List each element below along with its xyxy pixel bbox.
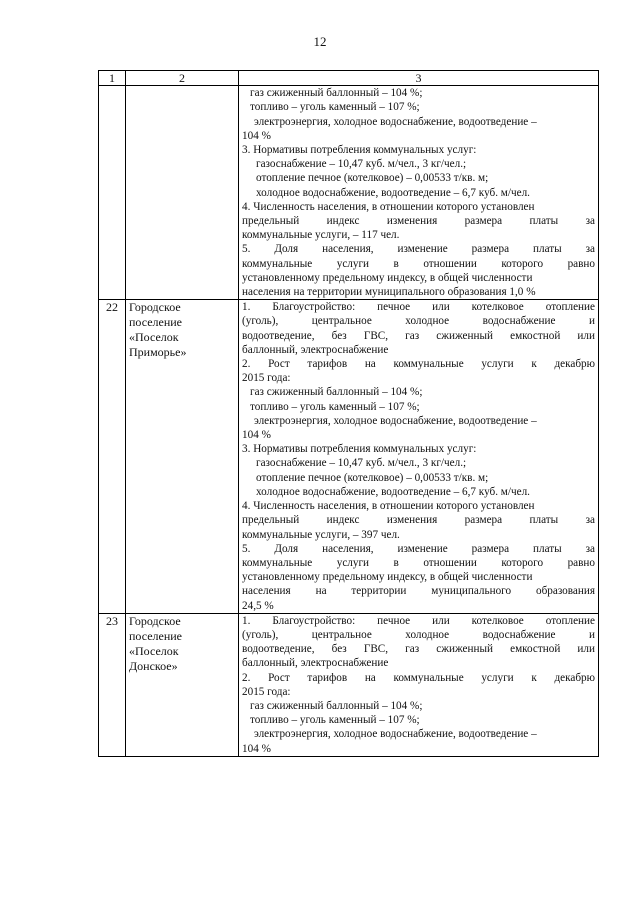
detail-line: населения на территории муниципального образования (242, 585, 595, 598)
detail-line: водоотведение, без ГВС, газ сжиженный емкостной или (242, 643, 595, 656)
detail-line: коммунальные услуги, – 117 чел. (242, 229, 400, 242)
detail-line: 1. Благоустройство: печное или котелковое отопление (242, 614, 595, 627)
detail-line: (уголь), центральное холодное водоснабжение и (242, 628, 595, 641)
settlement-name-line: Донское» (129, 658, 178, 673)
tariff-table (98, 70, 599, 757)
detail-line: электроэнергия, холодное водоснабжение, водоотведение – (254, 728, 537, 741)
settlement-name (126, 86, 239, 300)
settlement-name-line: «Поселок (129, 330, 179, 345)
detail-line: 3. Нормативы потребления коммунальных услуг: (242, 443, 477, 456)
detail-line: предельный индекс изменения размера платы за (242, 514, 595, 527)
detail-line: 1. Благоустройство: печное или котелковое отопление (242, 301, 595, 314)
detail-line: 2015 года: (242, 372, 291, 385)
row-details (239, 300, 599, 613)
settlement-name-line: «Поселок (129, 643, 179, 658)
detail-line: коммунальные услуги в отношении которого равно (242, 257, 595, 270)
detail-line: баллонный, электроснабжение (242, 657, 389, 670)
detail-line: установленному предельному индексу, в общей численности (242, 571, 533, 584)
detail-line: коммунальные услуги в отношении которого равно (242, 556, 595, 569)
detail-line: топливо – уголь каменный – 107 %; (250, 400, 420, 413)
detail-line: водоотведение, без ГВС, газ сжиженный емкостной или (242, 329, 595, 342)
row-details (239, 613, 599, 756)
detail-line: 4. Численность населения, в отношении которого установлен (242, 200, 535, 213)
detail-line: топливо – уголь каменный – 107 %; (250, 101, 420, 114)
detail-line: 24,5 % (242, 599, 274, 612)
detail-line: 104 % (242, 429, 271, 442)
detail-line: баллонный, электроснабжение (242, 343, 389, 356)
column-header-number: 1 (99, 71, 126, 86)
detail-line: 2015 года: (242, 685, 291, 698)
detail-line: топливо – уголь каменный – 107 %; (250, 714, 420, 727)
detail-line: электроэнергия, холодное водоснабжение, водоотведение – (254, 115, 537, 128)
detail-line: 3. Нормативы потребления коммунальных услуг: (242, 144, 477, 157)
row-number: 22 (99, 300, 126, 613)
settlement-name-line: Городское (129, 300, 181, 315)
table-row (99, 300, 599, 613)
detail-line: населения на территории муниципального образования 1,0 % (242, 286, 536, 299)
detail-line: газоснабжение – 10,47 куб. м/чел., 3 кг/чел.; (256, 158, 467, 171)
detail-line: 5. Доля населения, изменение размера платы за (242, 542, 595, 555)
detail-line: отопление печное (котелковое) – 0,00533 т/кв. м; (256, 172, 489, 185)
settlement-name-line: поселение (129, 315, 183, 330)
detail-line: коммунальные услуги, – 397 чел. (242, 528, 400, 541)
detail-line: холодное водоснабжение, водоотведение – 6,7 куб. м/чел. (256, 186, 530, 199)
detail-line: 2. Рост тарифов на коммунальные услуги к декабрю (242, 671, 595, 684)
detail-line: 4. Численность населения, в отношении которого установлен (242, 500, 535, 513)
detail-line: газ сжиженный баллонный – 104 %; (250, 699, 423, 712)
detail-line: электроэнергия, холодное водоснабжение, водоотведение – (254, 414, 537, 427)
detail-line: холодное водоснабжение, водоотведение – 6,7 куб. м/чел. (256, 485, 530, 498)
detail-line: газ сжиженный баллонный – 104 %; (250, 386, 423, 399)
detail-line: 5. Доля населения, изменение размера платы за (242, 243, 595, 256)
settlement-name (126, 613, 239, 756)
row-number (99, 86, 126, 300)
detail-line: газоснабжение – 10,47 куб. м/чел., 3 кг/чел.; (256, 457, 467, 470)
detail-line: отопление печное (котелковое) – 0,00533 т/кв. м; (256, 471, 489, 484)
detail-line: установленному предельному индексу, в общей численности (242, 271, 533, 284)
column-header-details: 3 (239, 71, 599, 86)
detail-line: газ сжиженный баллонный – 104 %; (250, 87, 423, 100)
row-number: 23 (99, 613, 126, 756)
table-header-row (99, 71, 599, 86)
detail-line: предельный индекс изменения размера платы за (242, 215, 595, 228)
detail-line: 2. Рост тарифов на коммунальные услуги к декабрю (242, 358, 595, 371)
detail-line: 104 % (242, 742, 271, 755)
detail-line: (уголь), центральное холодное водоснабжение и (242, 315, 595, 328)
settlement-name-line: поселение (129, 628, 183, 643)
settlement-name-line: Приморье» (129, 345, 187, 360)
column-header-settlement: 2 (126, 71, 239, 86)
settlement-name-line: Городское (129, 613, 181, 628)
page-number: 12 (313, 34, 327, 49)
row-details (239, 86, 599, 300)
table-row (99, 613, 599, 756)
table-row (99, 86, 599, 300)
detail-line: 104 % (242, 129, 271, 142)
settlement-name (126, 300, 239, 613)
